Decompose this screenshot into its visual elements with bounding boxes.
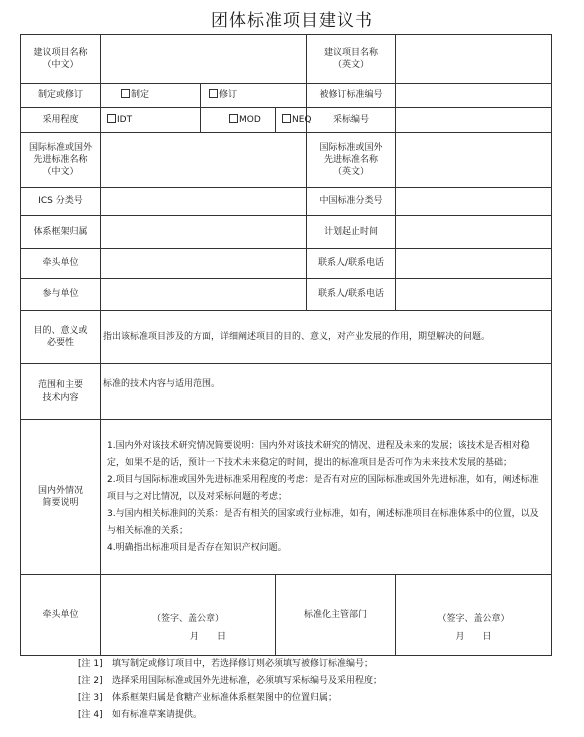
sign-lead-stamp: （签字、盖公章） (151, 614, 224, 624)
purpose-text[interactable]: 指出该标准项目涉及的方面，详细阐述项目的目的、意义，对产业发展的作用，期望解决的问题。 (101, 311, 552, 364)
sign-dept-label: 标准化主管部门 (276, 575, 396, 656)
framework-field[interactable] (101, 216, 307, 249)
proposal-form-table (20, 34, 552, 656)
row-join-unit (21, 279, 552, 311)
footnote-tag: [注 1] (78, 659, 103, 669)
contact1-label: 联系人/联系电话 (307, 249, 396, 279)
status-label: 国内外情况 简要说明 (21, 420, 101, 575)
revised-std-no-field[interactable] (396, 84, 552, 108)
revise-opt-rev-text: 修订 (219, 90, 238, 101)
checkbox-rev[interactable] (209, 89, 218, 98)
project-name-en-field[interactable] (396, 35, 552, 84)
footnote-item (78, 656, 382, 673)
row-framework (21, 216, 552, 249)
sign-dept-date: 月 日 (455, 632, 492, 642)
status-item: 1.国内外对该技术研究情况简要说明：国内外对该技术研究的情况、进程及未来的发展；该技术是否相对稳定，如果不是的话，预计一下技术未来稳定的时间，提出的标准项目是否可作为未来技术发展的基础； (107, 440, 530, 468)
row-scope (21, 364, 552, 420)
scope-label: 范围和主要 技术内容 (21, 364, 101, 420)
row-lead-unit (21, 249, 552, 279)
adopt-opt-idt-text: IDT (117, 114, 133, 125)
ics-label: ICS 分类号 (21, 188, 101, 216)
project-name-cn-label: 建议项目名称 （中文） (21, 35, 101, 84)
status-item: 2.项目与国际标准或国外先进标准采用程度的考虑：是否有对应的国际标准或国外先进标准，如有，阐述标准项目与之对比情况，以及对采标问题的考虑； (107, 474, 539, 502)
sign-lead-area[interactable] (101, 575, 276, 656)
purpose-label: 目的、意义或 必要性 (21, 311, 101, 364)
ccs-label: 中国标准分类号 (307, 188, 396, 216)
sign-dept-area[interactable] (396, 575, 552, 656)
adopt-opt-neq-text: NEQ (292, 114, 312, 125)
sign-dept-stamp: （签字、盖公章） (437, 614, 510, 624)
checkbox-neq[interactable] (282, 114, 291, 123)
row-intl-std (21, 133, 552, 188)
join-unit-label: 参与单位 (21, 279, 101, 311)
framework-label: 体系框架归属 (21, 216, 101, 249)
lead-unit-label: 牵头单位 (21, 249, 101, 279)
intl-std-cn-field[interactable] (101, 133, 307, 188)
checkbox-new[interactable] (121, 89, 130, 98)
status-item: 3.与国内相关标准间的关系：是否有相关的国家或行业标准，如有，阐述标准项目在标准体系中的位置，以及与相关标准的关系； (107, 508, 539, 536)
footnote-item (78, 673, 382, 690)
row-project-name (21, 35, 552, 84)
project-name-en-label: 建议项目名称 （英文） (307, 35, 396, 84)
footnote-text: 填写制定或修订项目中，若选择修订则必须填写被修订标准编号； (112, 659, 374, 669)
plan-time-field[interactable] (396, 216, 552, 249)
adopt-option-idt[interactable] (101, 108, 201, 133)
revised-std-no-label: 被修订标准编号 (307, 84, 396, 108)
scope-text[interactable]: 标准的技术内容与适用范围。 (101, 364, 552, 420)
footnote-tag: [注 3] (78, 693, 103, 703)
checkbox-idt[interactable] (107, 114, 116, 123)
adopt-no-label: 采标编号 (307, 108, 396, 133)
footnote-text: 如有标准草案请提供。 (112, 710, 203, 720)
row-status (21, 420, 552, 575)
intl-std-cn-label: 国际标准或国外 先进标准名称 （中文） (21, 133, 101, 188)
footnote-text: 体系框架归属是食糖产业标准体系框架图中的位置归属； (112, 693, 338, 703)
contact1-field[interactable] (396, 249, 552, 279)
row-purpose (21, 311, 552, 364)
checkbox-mod[interactable] (229, 114, 238, 123)
contact2-field[interactable] (396, 279, 552, 311)
adopt-opt-mod-text: MOD (239, 114, 261, 125)
plan-time-label: 计划起止时间 (307, 216, 396, 249)
adopt-option-mod[interactable] (201, 108, 276, 133)
intl-std-en-field[interactable] (396, 133, 552, 188)
revise-option-new[interactable] (101, 84, 201, 108)
row-signatures (21, 575, 552, 656)
ccs-field[interactable] (396, 188, 552, 216)
form-title: 团体标准项目建议书 (211, 11, 373, 31)
lead-unit-field[interactable] (101, 249, 307, 279)
footnote-tag: [注 2] (78, 676, 103, 686)
revise-option-rev[interactable] (201, 84, 307, 108)
project-name-cn-field[interactable] (101, 35, 307, 84)
join-unit-field[interactable] (101, 279, 307, 311)
revise-label: 制定或修订 (21, 84, 101, 108)
revise-opt-new-text: 制定 (131, 90, 150, 101)
adopt-label: 采用程度 (21, 108, 101, 133)
adopt-no-field[interactable] (396, 108, 552, 133)
footnote-tag: [注 4] (78, 710, 103, 720)
ics-field[interactable] (101, 188, 307, 216)
sign-lead-date: 月 日 (189, 632, 226, 642)
row-ics (21, 188, 552, 216)
footnote-item (78, 690, 382, 707)
row-revise (21, 84, 552, 108)
contact2-label: 联系人/联系电话 (307, 279, 396, 311)
adopt-option-neq[interactable] (276, 108, 312, 133)
sign-lead-label: 牵头单位 (21, 575, 101, 656)
intl-std-en-label: 国际标准或国外 先进标准名称 （英文） (307, 133, 396, 188)
footnotes (78, 656, 382, 724)
footnote-text: 选择采用国际标准或国外先进标准，必须填写采标编号及采用程度； (112, 676, 383, 686)
status-item: 4.明确指出标准项目是否存在知识产权问题。 (107, 542, 287, 553)
footnote-item (78, 707, 382, 724)
status-description[interactable] (101, 420, 552, 575)
row-adopt (21, 108, 552, 133)
